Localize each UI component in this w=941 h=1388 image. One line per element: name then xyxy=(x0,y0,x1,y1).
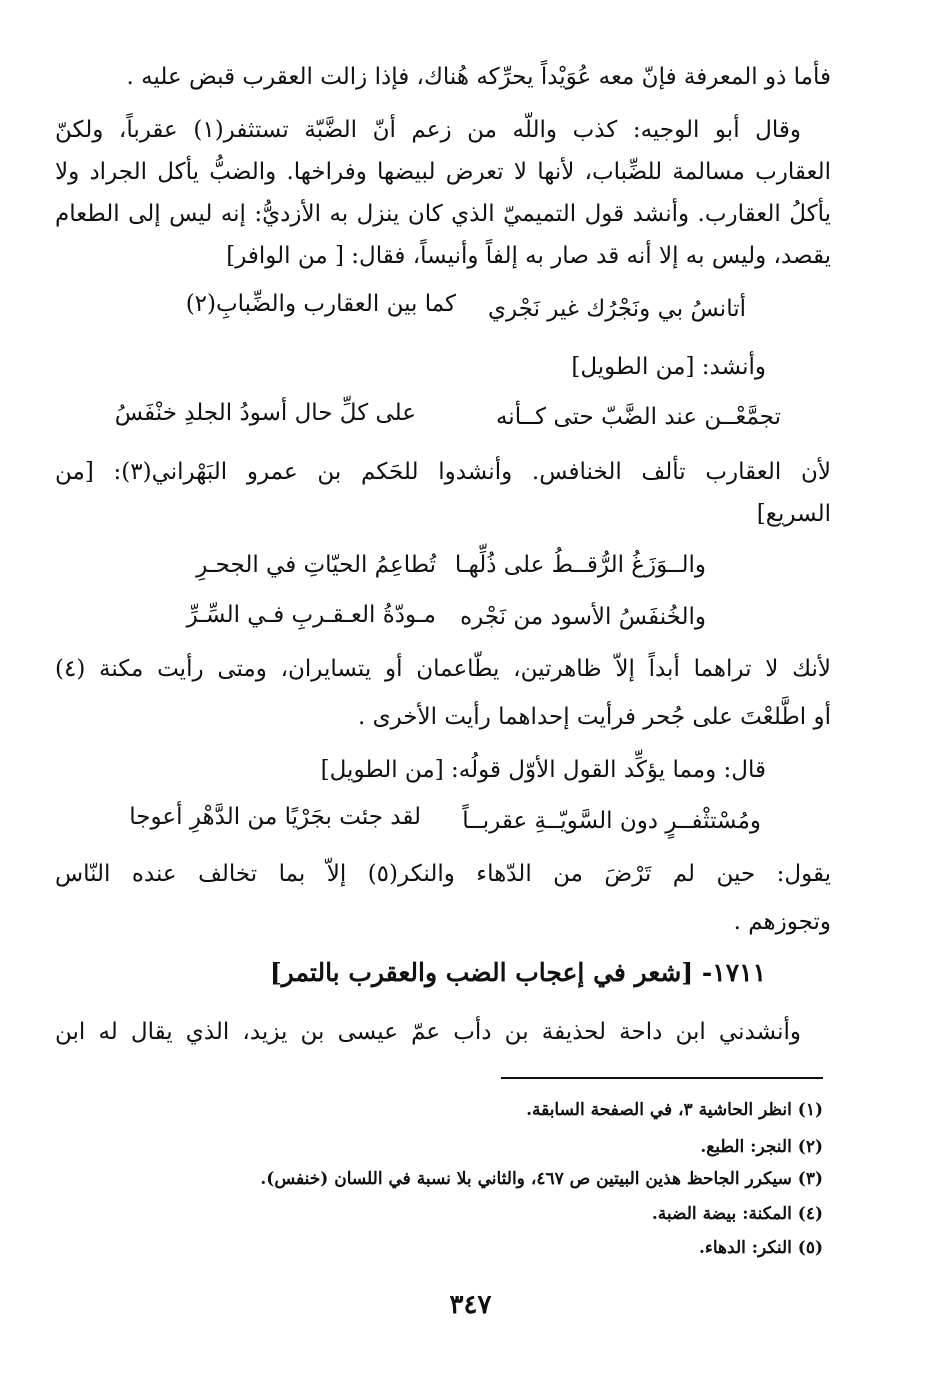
paragraph-line: فأما ذو المعرفة فإنّ معه عُوَيْداً يحرِّكه هُناك، فإذا زالت العقرب قبض عليه . xyxy=(126,64,831,90)
paragraph-line: يقصد، وليس به إلا أنه قد صار به إلفاً وأنيساً، فقال: [ من الوافر] xyxy=(226,243,831,269)
paragraph-line: لأنك لا تراهما أبداً إلاّ ظاهرتين، يطّاعمان أو يتسايران، ومتى رأيت مكنة (٤) xyxy=(55,656,831,682)
footnote: (٤) المكنة: بيضة الضبة. xyxy=(651,1204,823,1224)
footnote: (٣) سيكرر الجاحظ هذين البيتين ص ٤٦٧، والثاني بلا نسبة في اللسان (خنفس). xyxy=(260,1169,823,1189)
verse-hemistich-second: على كلِّ حال أسودُ الجلدِ خنْفَسُ xyxy=(114,400,416,426)
verse-hemistich-first: أتانسُ بي ونَجْرُك غير نَجْري xyxy=(488,296,746,322)
verse-hemistich-first: والخُنفَسُ الأسود من نَجْره xyxy=(460,604,706,630)
section-heading: ١٧١١- [شعر في إعجاب الضب والعقرب بالتمر] xyxy=(269,958,766,987)
verse-intro: وأنشد: [من الطويل] xyxy=(571,354,766,380)
verse-hemistich-second: مـودّةُ العـقـربِ فـي السِّـرِّ xyxy=(186,602,436,628)
footnote: (٥) النكر: الدهاء. xyxy=(698,1238,823,1258)
footnote-divider xyxy=(501,1077,823,1079)
verse-hemistich-first: ومُسْتثْفــرٍ دون السَّويّــةِ عقربــاً xyxy=(462,808,761,834)
verse-intro: قال: ومما يؤكِّد القول الأوّل قولُه: [من الطويل] xyxy=(320,757,766,783)
paragraph-line: وأنشدني ابن داحة لحذيفة بن دأب عمّ عيسى بن يزيد، الذي يقال له ابن xyxy=(55,1019,801,1045)
paragraph-line: وتجوزهم . xyxy=(733,909,831,935)
paragraph-line: وقال أبو الوجيه: كذب واللّه من زعم أنّ الضَّبّة تستثفر(١) عقرباً، ولكنّ xyxy=(55,117,801,143)
paragraph-line: العقارب مسالمة للضِّباب، لأنها لا تعرض لبيضها وفراخها. والضبُّ يأكل الجراد ولا xyxy=(55,159,831,185)
footnote: (٢) النجر: الطبع. xyxy=(700,1137,823,1157)
paragraph-line: السريع] xyxy=(756,501,831,527)
paragraph-line: يقول: حين لم تَرْضَ من الدّهاء والنكر(٥) إلاّ بما تخالف عنده النّاس xyxy=(55,861,831,887)
paragraph-line: أو اطَّلعْتَ على جُحر فرأيت إحداهما رأيت الأخرى . xyxy=(357,704,831,730)
paragraph-line: يأكلُ العقارب. وأنشد قول التميميّ الذي كان ينزل به الأزديُّ: إنه ليس إلى الطعام xyxy=(55,201,831,227)
footnote: (١) انظر الحاشية ٣، في الصفحة السابقة. xyxy=(526,1100,823,1120)
verse-hemistich-first: والــوَزَغُ الرُّقــطُ على ذُلِّهـا xyxy=(454,552,706,578)
page-number: ٣٤٧ xyxy=(449,1290,492,1320)
verse-hemistich-second: تُطاعِمُ الحيّاتِ في الجحـرِ xyxy=(196,552,436,578)
verse-hemistich-second: لقد جئت بجَرْيًا من الدَّهْرِ أعوجا xyxy=(129,804,421,830)
verse-hemistich-first: تجمَّعْــن عند الضَّبّ حتى كــأنه xyxy=(495,404,781,430)
paragraph-line: لأن العقارب تألف الخنافس. وأنشدوا للحَكم بن عمرو البَهْراني(٣): [من xyxy=(55,459,831,485)
verse-hemistich-second: كما بين العقارب والضِّبابِ(٢) xyxy=(185,291,456,317)
